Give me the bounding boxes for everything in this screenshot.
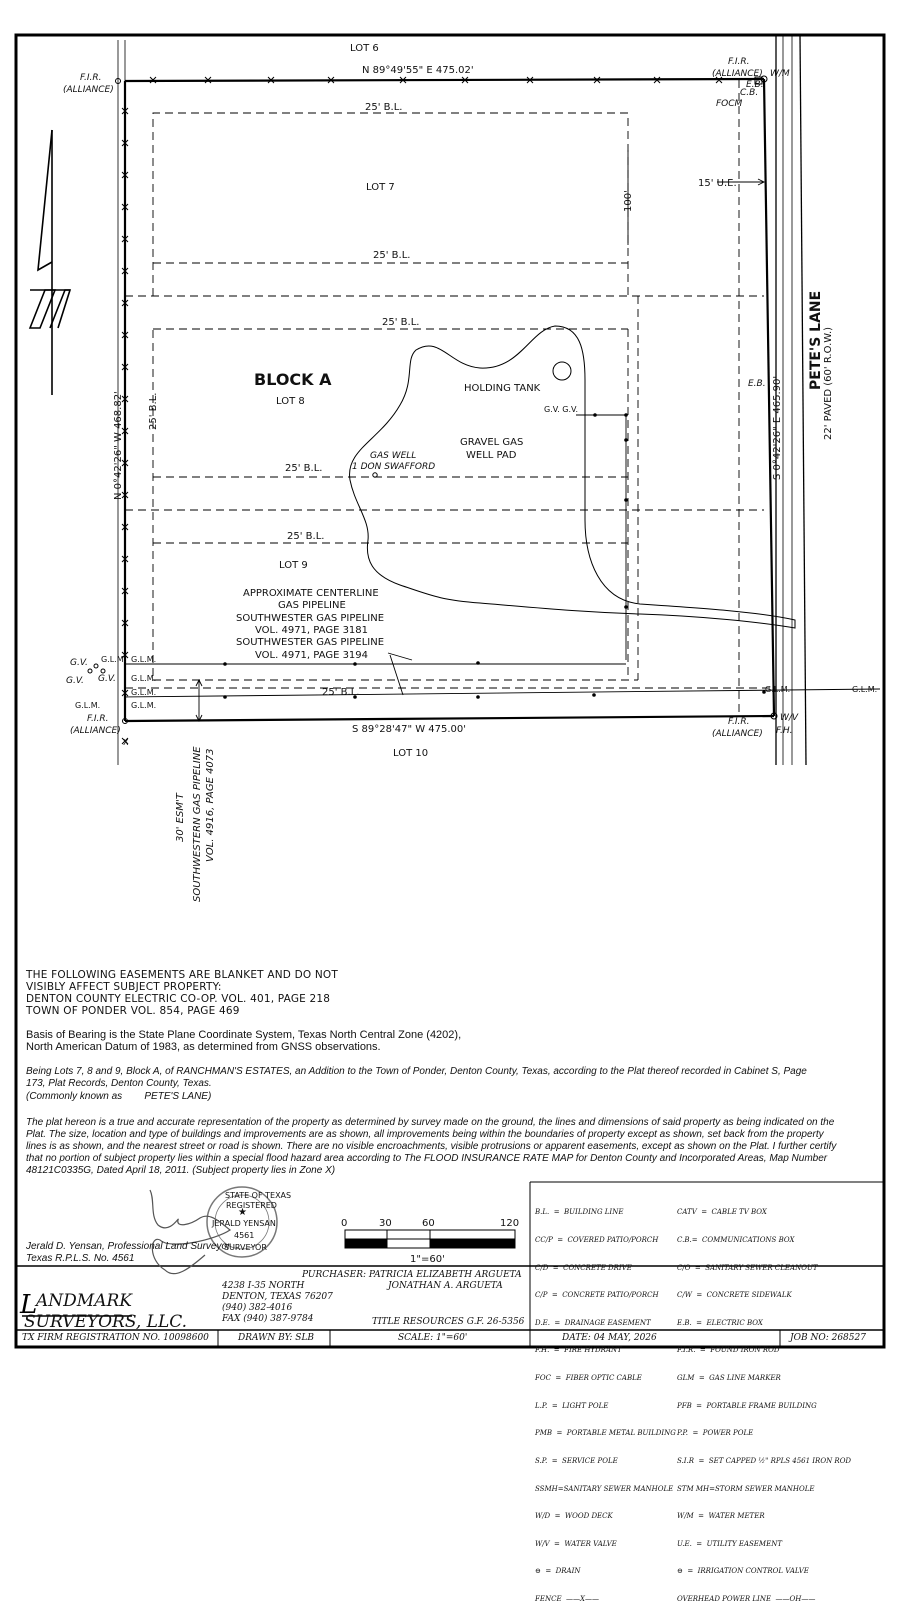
lot7-label: LOT 7: [366, 182, 395, 193]
firm-registration: TX FIRM REGISTRATION NO. 10098600: [22, 1333, 209, 1343]
alliance-se: (ALLIANCE): [712, 729, 763, 739]
lot9-label: LOT 9: [279, 560, 308, 571]
alliance-ne: (ALLIANCE): [712, 69, 763, 79]
pipeline-6: VOL. 4971, PAGE 3194: [255, 650, 369, 661]
legend-r-9: S.I.R = SET CAPPED ½" RPLS 4561 IRON ROD: [677, 1456, 852, 1465]
legend-l-14: FENCE ——X——: [535, 1594, 599, 1603]
legend-l-8: PMB = PORTABLE METAL BUILDING: [535, 1429, 676, 1438]
glm-w6: G.L.M.: [131, 701, 157, 710]
esmt-3: VOL. 4916, PAGE 4073: [205, 748, 216, 862]
svg-text:4561: 4561: [234, 1231, 255, 1240]
legend-l-10: SSMH=SANITARY SEWER MANHOLE: [535, 1484, 674, 1493]
drawn-by: DRAWN BY: SLB: [238, 1333, 315, 1343]
scale-text: 1"=60': [410, 1254, 445, 1265]
glm-east-2: G.L.M.: [852, 685, 878, 694]
date-field: DATE: 04 MAY, 2026: [562, 1333, 657, 1343]
fir-se: F.I.R.: [728, 717, 750, 727]
known-note: (Commonly known as PETE'S LANE): [26, 1091, 212, 1102]
bl-label-5: 25' B.L.: [287, 531, 325, 542]
easement-line-4: TOWN OF PONDER VOL. 854, PAGE 469: [26, 1005, 240, 1017]
gravel-pad-1: GRAVEL GAS: [460, 437, 524, 448]
bearing-note: Basis of Bearing is the State Plane Coordinate System, Texas North Central Zone (4202), North American Datum of 1983, as determined from GNSS observations.: [26, 1029, 462, 1053]
legend-r-0: CATV = CABLE TV BOX: [677, 1208, 767, 1217]
eb-ne: E.B.: [746, 80, 764, 90]
easement-line-3: DENTON COUNTY ELECTRIC CO-OP. VOL. 401, PAGE 218: [26, 993, 331, 1005]
legend-r-1: C.B.= COMMUNICATIONS BOX: [677, 1236, 795, 1245]
building-lines: [125, 80, 774, 716]
bl-label-3: 25' B.L.: [382, 317, 420, 328]
fir-sw: F.I.R.: [87, 714, 109, 724]
bl-label-2: 25' B.L.: [373, 250, 411, 261]
scale-tick-60: 60: [422, 1218, 435, 1229]
scale-tick-120: 120: [500, 1218, 520, 1229]
legend-r-2: C/O = SANITARY SEWER CLEANOUT: [677, 1263, 818, 1272]
title-company: TITLE RESOURCES G.F. 26-5356: [372, 1317, 525, 1327]
legend-l-9: S.P. = SERVICE POLE: [535, 1456, 618, 1465]
west-bearing: N 0°42'26" W 468.82': [113, 391, 124, 500]
gv-w3: G.V.: [98, 674, 116, 684]
company-name-2: SURVEYORS, LLC.: [24, 1312, 188, 1332]
drain-icon: ⊖: [535, 1567, 541, 1576]
glm-w4: G.L.M.: [131, 688, 157, 697]
legend-l-4: D.E. = DRAINAGE EASEMENT: [535, 1318, 651, 1327]
legend-r-14: OVERHEAD POWER LINE ——OH——: [677, 1594, 816, 1603]
east-bearing: S 0°42'26" E 465.90': [772, 375, 783, 480]
glm-east-1: G.L.M.: [765, 685, 791, 694]
legend-r-10: STM MH=STORM SEWER MANHOLE: [677, 1484, 815, 1493]
svg-text:STATE OF TEXAS: STATE OF TEXAS: [225, 1191, 292, 1200]
holding-tank-icon: [553, 362, 571, 380]
eb-east: E.B.: [748, 379, 766, 389]
signature: [150, 1190, 230, 1274]
surveyor-rpls: Texas R.P.L.S. No. 4561: [26, 1253, 135, 1264]
scale-bar: [345, 1230, 515, 1248]
alliance-nw: (ALLIANCE): [63, 85, 114, 95]
legend-r-7: PFB = PORTABLE FRAME BUILDING: [677, 1401, 817, 1410]
pipeline-5: SOUTHWESTER GAS PIPELINE: [236, 637, 385, 648]
holding-tank-label: HOLDING TANK: [464, 383, 541, 394]
purchaser: PURCHASER: PATRICIA ELIZABETH ARGUETA: [302, 1270, 522, 1280]
property-boundary: [125, 79, 774, 721]
legend-l-5: F.H. = FIRE HYDRANT: [535, 1346, 622, 1355]
fir-nw: F.I.R.: [80, 73, 102, 83]
ue-label: 15' U.E.: [698, 178, 737, 189]
glm-w5: G.L.M.: [75, 701, 101, 710]
easement-line-1: THE FOLLOWING EASEMENTS ARE BLANKET AND DO NOT: [26, 969, 338, 981]
company-address: [222, 1281, 333, 1325]
svg-text:★: ★: [238, 1207, 247, 1218]
cb-ne: C.B.: [740, 88, 759, 98]
logo-l: L: [20, 1290, 38, 1320]
corner-markers: [88, 76, 777, 724]
scale-tick-0: 0: [341, 1218, 348, 1229]
legend-r-6: GLM = GAS LINE MARKER: [677, 1374, 781, 1383]
scale-field: SCALE: 1"=60': [398, 1333, 468, 1343]
legend-l-13: ⊖ = DRAIN: [535, 1567, 581, 1576]
glm-w3: G.L.M.: [131, 674, 157, 683]
legend-l-3: C/P = CONCRETE PATIO/PORCH: [535, 1291, 659, 1300]
bl-label-4: 25' B.L.: [285, 463, 323, 474]
glm-w2: G.L.M.: [131, 655, 157, 664]
svg-text:REGISTERED: REGISTERED: [226, 1201, 277, 1210]
gv-w1: G.V.: [70, 658, 88, 668]
gas-well-2: 1 DON SWAFFORD: [352, 462, 436, 472]
address-2: DENTON, TEXAS 76207: [222, 1292, 333, 1302]
scale-tick-30: 30: [379, 1218, 392, 1229]
company-name-1: ANDMARK: [36, 1291, 132, 1311]
wv-se: W/V: [780, 713, 799, 723]
job-number: JOB NO: 268527: [790, 1333, 866, 1343]
alliance-sw: (ALLIANCE): [70, 726, 121, 736]
pipeline-4: VOL. 4971, PAGE 3181: [255, 625, 369, 636]
legend-r-3: C/W = CONCRETE SIDEWALK: [677, 1291, 792, 1300]
west-bl-label: 25' B.L.: [148, 392, 159, 430]
gv-pair-label: G.V. G.V.: [544, 405, 578, 414]
svg-text:SURVEYOR: SURVEYOR: [224, 1243, 267, 1252]
street-name: PETE'S LANE: [808, 290, 824, 390]
lot8-label: LOT 8: [276, 396, 305, 407]
x-marker: X: [123, 738, 129, 747]
dim-100-label: 100': [623, 190, 634, 212]
bl-label-1: 25' B.L.: [365, 102, 403, 113]
bl-label-6: 25' B.L.: [322, 687, 360, 698]
legend-l-2: C/D = CONCRETE DRIVE: [535, 1263, 632, 1272]
address-4: FAX (940) 387-9784: [222, 1314, 314, 1324]
south-bearing: S 89°28'47" W 475.00': [352, 724, 467, 735]
legend-l-1: CC/P = COVERED PATIO/PORCH: [535, 1236, 659, 1245]
legend-r-4: E.B. = ELECTRIC BOX: [677, 1318, 763, 1327]
pipeline-3: SOUTHWESTER GAS PIPELINE: [236, 613, 385, 624]
svg-text:JERALD YENSAN: JERALD YENSAN: [212, 1219, 276, 1228]
pipeline-2: GAS PIPELINE: [278, 600, 346, 611]
gv-w2: G.V.: [66, 676, 84, 686]
surveyor-name: Jerald D. Yensan, Professional Land Surveyor: [26, 1241, 231, 1252]
legend-left: [535, 1190, 676, 1613]
north-bearing: N 89°49'55" E 475.02': [362, 65, 474, 76]
esmt-1: 30' ESM'T: [175, 793, 186, 842]
lot10-label: LOT 10: [393, 748, 429, 759]
gas-well-1: GAS WELL: [370, 451, 417, 461]
legend-l-11: W/D = WOOD DECK: [535, 1512, 613, 1521]
glm-w1: G.L.M.: [101, 655, 127, 664]
legend-l-6: FOC = FIBER OPTIC CABLE: [535, 1374, 642, 1383]
legend-r-11: W/M = WATER METER: [677, 1512, 765, 1521]
gas-well-icon: [373, 473, 377, 477]
legend-l-12: W/V = WATER VALVE: [535, 1539, 617, 1548]
focm-ne: FOCM: [716, 99, 743, 109]
easement-notes: [26, 969, 386, 1017]
easement-line-2: VISIBLY AFFECT SUBJECT PROPERTY:: [26, 981, 222, 993]
legend-l-7: L.P. = LIGHT POLE: [535, 1401, 609, 1410]
street-sub: 22' PAVED (60' R.O.W.): [823, 326, 834, 440]
purchaser-2: JONATHAN A. ARGUETA: [388, 1281, 503, 1291]
address-1: 4238 I-35 NORTH: [222, 1281, 305, 1291]
legend-r-13: ⊖ = IRRIGATION CONTROL VALVE: [677, 1567, 809, 1576]
wm-ne: W/M: [770, 69, 790, 79]
gravel-pad-2: WELL PAD: [466, 450, 517, 461]
legend-r-12: U.E. = UTILITY EASEMENT: [677, 1539, 782, 1548]
legend-right: [677, 1190, 851, 1613]
pipeline-1: APPROXIMATE CENTERLINE: [243, 588, 379, 599]
legend-r-5: F.I.R. = FOUND IRON ROD: [677, 1346, 780, 1355]
fh-se: F.H.: [776, 726, 793, 736]
address-3: (940) 382-4016: [222, 1303, 293, 1313]
fir-ne: F.I.R.: [728, 57, 750, 67]
esmt-2: SOUTHWESTERN GAS PIPELINE: [192, 746, 203, 902]
north-arrow-icon: [30, 130, 70, 395]
certification-note: The plat hereon is a true and accurate representation of the property as determined by survey made on the ground, the lines and dimensions of said property as being indicated on the Plat. The size, location and type of buildings and improvements are as shown, all improvements being within the boundaries of property except as shown, set back from the property lines is as shown, and the nearest street or road is shown. There are no visible encroachments, visible protrusions or apparent easements, except as shown on the Plat. I further certify that no portion of subject property lies within a special flood hazard area according to The FLOOD INSURANCE RATE MAP for Denton County and Incorporated Areas, Map Number 48121C0335G, Dated April 18, 2011. (Subject property lies in Zone X): [26, 1117, 837, 1176]
irrigation-valve-icon: ⊖: [677, 1567, 683, 1576]
block-label: BLOCK A: [254, 370, 332, 389]
lot6-label: LOT 6: [350, 43, 379, 54]
legend-l-0: B.L. = BUILDING LINE: [535, 1208, 624, 1217]
legend-r-8: P.P. = POWER POLE: [677, 1429, 754, 1438]
legal-note: Being Lots 7, 8 and 9, Block A, of RANCHMAN'S ESTATES, an Addition to the Town of Ponder, Denton County, Texas, according to the Plat thereof recorded in Cabinet S, Page 173, Plat Records, Denton County, Texas.: [26, 1066, 807, 1089]
